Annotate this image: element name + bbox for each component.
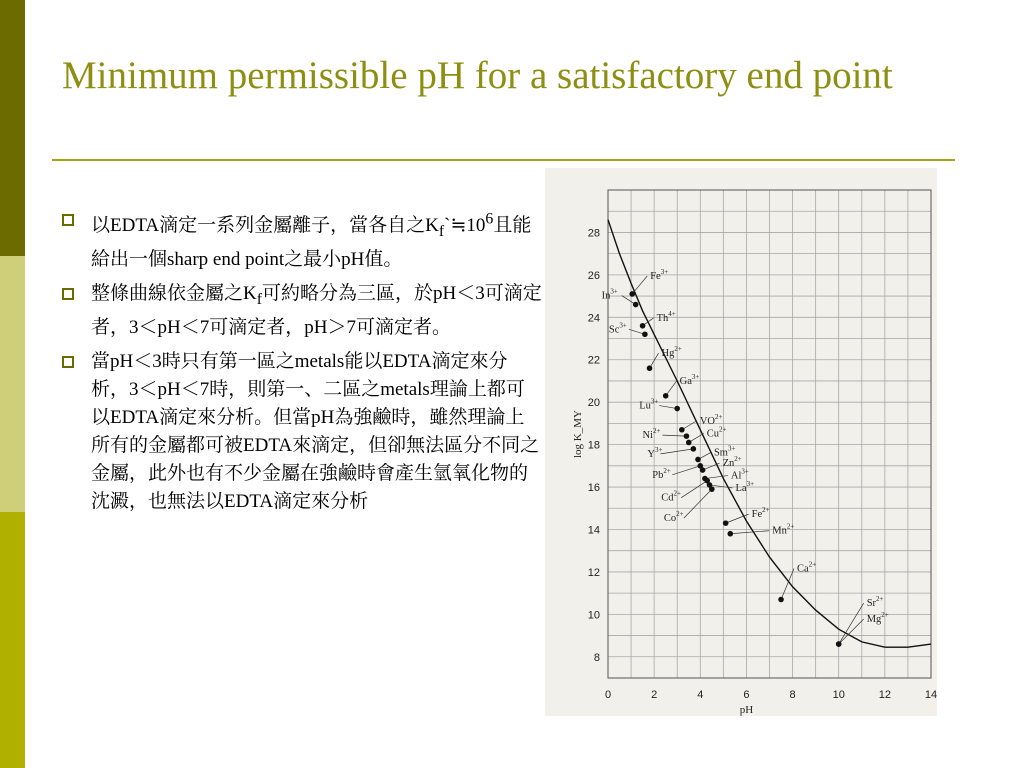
label-leader-line: [681, 481, 707, 498]
bullet-item: [62, 280, 542, 342]
label-leader-line: [632, 276, 647, 294]
data-point: [778, 597, 784, 603]
bullet-text-1: [91, 211, 532, 271]
y-tick-label: 20: [587, 397, 600, 410]
square-bullet-icon: [62, 356, 74, 368]
sidebar-block-mid: [0, 512, 25, 768]
x-tick-label: 2: [651, 689, 658, 701]
x-tick-label: 4: [697, 689, 704, 701]
y-tick-label: 8: [593, 651, 600, 664]
data-label: $Th^{4+}$: [656, 309, 676, 324]
x-tick-label: 6: [743, 689, 750, 701]
x-tick-label: 0: [604, 689, 612, 701]
label-leader-line: [672, 466, 700, 475]
square-bullet-icon: [62, 288, 74, 300]
log-kmy-vs-ph-chart: [545, 168, 937, 716]
title-underline: [52, 159, 955, 161]
data-point: [695, 457, 701, 463]
subscript-f: f: [256, 290, 263, 308]
superscript-6: 6: [485, 211, 494, 228]
data-point: [647, 365, 653, 371]
x-tick-label: 10: [832, 689, 845, 701]
y-tick-label: 16: [587, 482, 600, 495]
bullet-text-segment: 整條曲線依金屬之K: [91, 283, 257, 305]
data-point: [727, 531, 733, 537]
data-point: [709, 486, 715, 492]
bullet-text-3: 當pH＜3時只有第一區之metals能以EDTA滴定來分析，3＜pH＜7時，則第一、二區之metals理論上都可以EDTA滴定來分析。但當pH為強鹼時，雖然理論上所有的金屬都可被EDTA來滴定，但卻無法區分不同之金屬，此外也有不少金屬在強鹼時會產生氫氧化物的沈澱，也無法以EDTA滴定來分析: [91, 350, 540, 512]
data-label: $Zn^{2+}$: [722, 455, 742, 470]
data-label: $Co^{2+}$: [663, 510, 684, 525]
data-label: $La^{3+}$: [735, 479, 755, 494]
bullet-text-segment: 可約略分為三區，於pH＜3可滴定者，3＜pH＜7可滴定者，pH＞7可滴定者。: [91, 283, 542, 338]
bullet-list: [62, 206, 542, 522]
data-point: [691, 446, 697, 452]
data-point: [684, 433, 690, 439]
data-label: $Ga^{3+}$: [679, 372, 700, 387]
x-tick-label: 8: [789, 689, 796, 701]
y-tick-label: 18: [587, 439, 600, 452]
data-point: [836, 641, 842, 647]
y-axis-title: log K_MY: [572, 410, 584, 458]
data-label: $Hg^{2+}$: [661, 345, 682, 360]
y-tick-label: 26: [587, 269, 600, 282]
data-label: $Fe^{2+}$: [751, 506, 770, 521]
data-label: $Lu^{3+}$: [639, 397, 659, 412]
y-tick-label: 12: [587, 566, 600, 579]
bullet-item: [62, 348, 542, 516]
data-point: [640, 323, 646, 329]
data-point: [700, 467, 706, 473]
data-label: $Sm^{3+}$: [713, 444, 736, 459]
data-label: $Cu^{2+}$: [706, 425, 727, 440]
data-label: $Mg^{2+}$: [866, 611, 889, 626]
data-point: [674, 406, 680, 412]
bullet-item: [62, 206, 542, 274]
x-tick-label: 14: [924, 689, 937, 701]
data-point: [633, 302, 639, 308]
data-label: $In^{3+}$: [601, 287, 618, 302]
bullet-text-segment: `≒10: [444, 215, 486, 237]
data-label: $Ni^{2+}$: [642, 427, 661, 442]
bullet-text-2: [91, 283, 542, 338]
label-leader-line: [662, 435, 686, 436]
data-label: $Cd^{2+}$: [661, 489, 681, 504]
x-axis-title: pH: [739, 704, 754, 716]
y-tick-label: 24: [587, 312, 600, 325]
y-tick-label: 10: [587, 609, 600, 622]
data-label: $Fe^{3+}$: [650, 267, 669, 282]
data-label: $Al^{3+}$: [730, 467, 749, 482]
sidebar-block-light: [0, 256, 25, 512]
x-tick-label: 12: [878, 689, 891, 701]
label-leader-line: [839, 603, 864, 644]
sidebar-block-dark: [0, 0, 25, 256]
data-point: [642, 331, 648, 337]
y-tick-label: 14: [587, 524, 600, 537]
bullet-text-segment: 以EDTA滴定一系列金屬離子，當各自之K: [91, 215, 439, 237]
sidebar-accent: [0, 0, 25, 768]
data-point: [686, 440, 692, 446]
subscript-f: f: [438, 223, 445, 241]
data-point: [679, 427, 685, 433]
label-leader-line: [730, 531, 769, 534]
data-label: $Y^{3+}$: [647, 445, 663, 460]
slide-title: Minimum permissible pH for a satisfactory end point: [62, 54, 893, 97]
square-bullet-icon: [62, 214, 74, 226]
data-point: [723, 520, 729, 526]
data-label: $Sr^{2+}$: [866, 595, 884, 610]
data-label: $Sc^{3+}$: [608, 321, 627, 336]
data-point: [663, 393, 669, 399]
bullet-text-segment: 且能給出一個sharp end point之最小pH值。: [91, 215, 532, 271]
label-leader-line: [781, 568, 794, 599]
data-label: $Ca^{2+}$: [797, 560, 817, 575]
y-tick-label: 28: [587, 227, 600, 240]
chart-figure: [545, 168, 937, 716]
y-tick-label: 22: [587, 354, 600, 367]
data-label: $Pb^{2+}$: [652, 466, 671, 481]
data-label: $Mn^{2+}$: [772, 522, 795, 537]
data-point: [629, 291, 635, 297]
label-leader-line: [705, 476, 728, 479]
data-label: $VO^{2+}$: [699, 412, 723, 427]
